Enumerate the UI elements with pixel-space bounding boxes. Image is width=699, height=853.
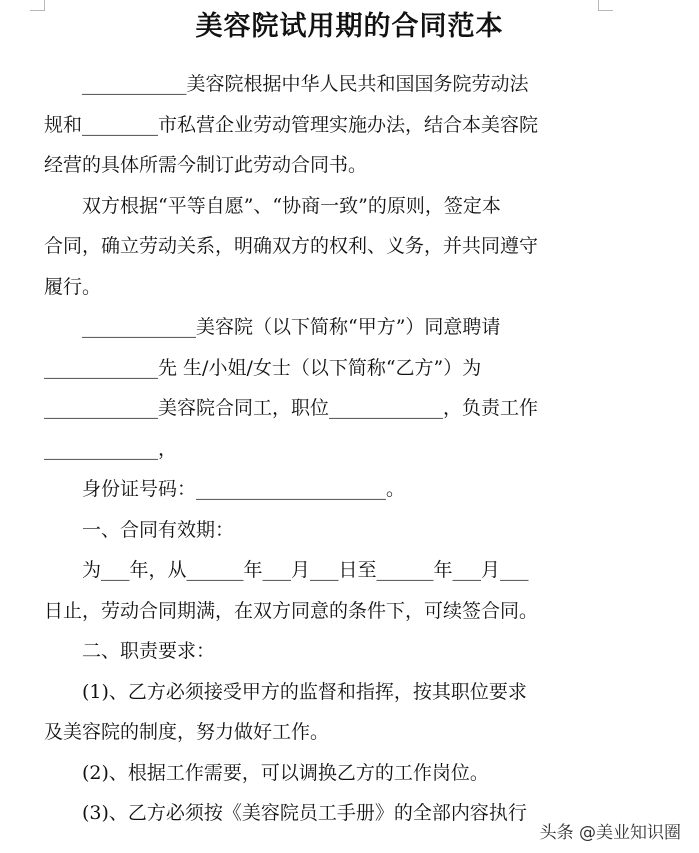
line: ___________美容院根据中华人民共和国国务院劳动法: [82, 73, 529, 95]
paragraph-principles-cont: [44, 226, 604, 307]
line: 双方根据“平等自愿”、“协商一致”的原则，签定本: [82, 194, 501, 217]
paragraph-duty-2: (2)、根据工作需要，可以调换乙方的工作岗位。: [82, 761, 489, 784]
line: 为___年，从______年___月___日至______年___月___: [82, 559, 529, 581]
section-heading-duties: 二、职责要求：: [82, 640, 216, 662]
paragraph-principles: [44, 186, 604, 227]
paragraph-duty-1: [44, 672, 604, 713]
paragraph-intro: [44, 64, 604, 105]
line: 日止，劳动合同期满，在双方同意的条件下，可续签合同。: [44, 599, 539, 622]
paragraph-intro-cont: [44, 105, 604, 186]
line: ____________美容院合同工，职位____________，负责工作: [44, 397, 539, 419]
line: 合同，确立劳动关系，明确双方的权利、义务，并共同遵守: [44, 235, 539, 257]
line: ____________先 生/小姐/女士（以下简称“乙方”）为: [44, 356, 482, 379]
line: 规和________市私营企业劳动管理实施办法，结合本美容院: [44, 113, 539, 136]
paragraph-term-cont: [44, 591, 604, 632]
line: (1)、乙方必须接受甲方的监督和指挥，按其职位要求: [82, 680, 527, 703]
paragraph-id-number: 身份证号码：____________________。: [82, 478, 406, 500]
paragraph-hiring: [44, 307, 604, 348]
paragraph-hiring-cont: [44, 348, 604, 470]
line: 履行。: [44, 275, 102, 298]
line: 及美容院的制度，努力做好工作。: [44, 721, 330, 743]
line: 经营的具体所需今制订此劳动合同书。: [44, 154, 368, 176]
source-watermark: 头条 @美业知识圈: [538, 818, 683, 843]
section-heading-term: 一、合同有效期：: [82, 518, 235, 541]
line: ____________，: [44, 437, 178, 460]
paragraph-duty-3: (3)、乙方必须按《美容院员工手册》的全部内容执行: [82, 802, 527, 824]
paragraph-term: [44, 550, 604, 591]
line: ____________美容院（以下简称“甲方”）同意聘请: [82, 316, 501, 338]
paragraph-duty-1-cont: [44, 712, 604, 753]
document-title: 美容院试用期的合同范本: [195, 11, 504, 42]
document-body: [44, 64, 604, 834]
